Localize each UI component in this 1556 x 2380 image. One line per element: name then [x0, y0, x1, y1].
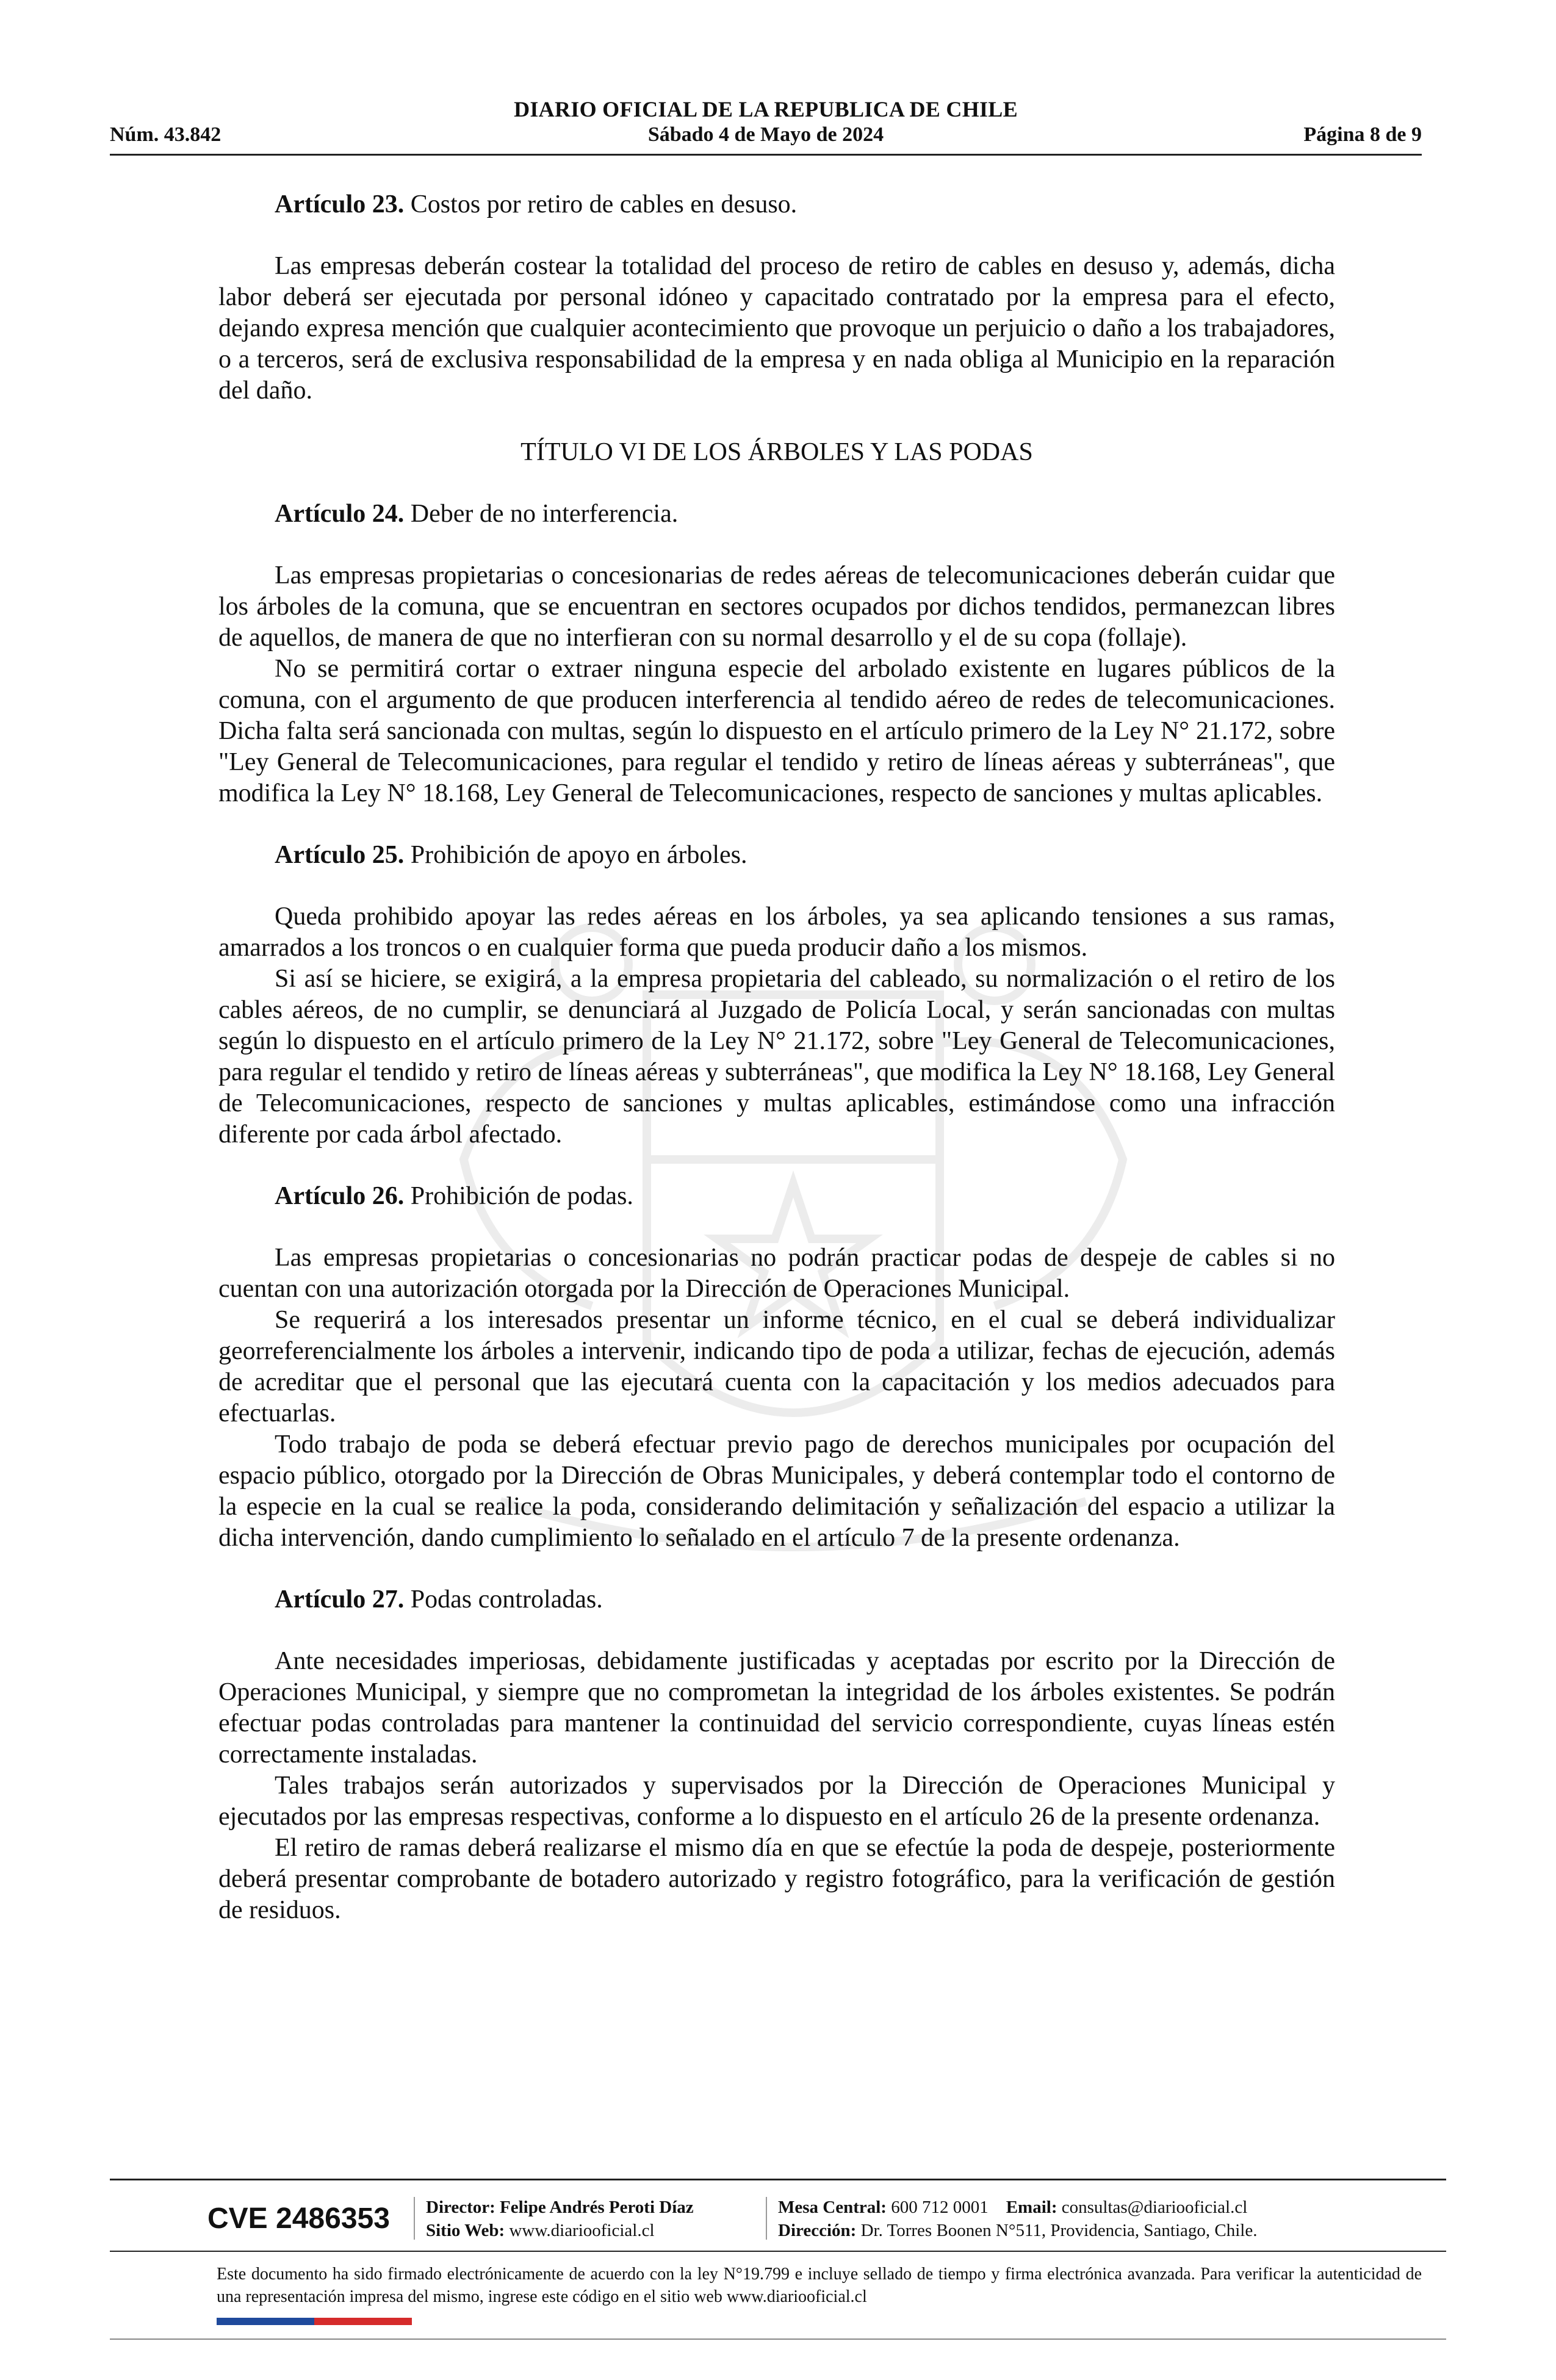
site-label: Sitio Web:	[426, 2221, 505, 2240]
issue-number: Núm. 43.842	[110, 123, 222, 146]
article-23-heading	[218, 189, 1335, 220]
publication-title: DIARIO OFICIAL DE LA REPUBLICA DE CHILE	[514, 97, 1018, 121]
page-footer	[110, 2179, 1446, 2349]
director-info	[426, 2196, 694, 2242]
director-label: Director:	[426, 2198, 495, 2217]
article-24-paragraph-1: Las empresas propietarias o concesionarias de redes aéreas de telecomunicaciones deberán cuidar que los árboles de la comuna, que se encuentran en sectores ocupados por dichos tendidos, permanezcan libres de aquellos, de manera de que no interfieran con su normal desarrollo y el de su copa (follaje).	[218, 561, 1335, 652]
article-26-paragraph-2: Se requerirá a los interesados presentar un informe técnico, en el cual se deberá individualizar georreferencialmente los árboles a intervenir, indicando tipo de poda a utilizar, fechas de ejecución, además de acreditar que el personal que las ejecutará cuenta con la capacitación y los medios adecuados para efectuarlas.	[218, 1306, 1335, 1427]
address-label: Dirección:	[778, 2221, 857, 2240]
article-27-title: Podas controladas.	[404, 1585, 603, 1614]
article-26-heading	[218, 1181, 1335, 1212]
page-header	[110, 92, 1422, 159]
document-body	[218, 189, 1335, 1926]
flag-red-stripe	[314, 2318, 412, 2325]
article-25-paragraph-2: Si así se hiciere, se exigirá, a la empresa propietaria del cableado, su normalización o el retiro de los cables aéreos, de no cumplir, se denunciará al Juzgado de Policía Local, y serán sancionadas con multas según lo dispuesto en el artículo primero de la Ley N° 21.172, sobre "Ley General de Telecomunicaciones, para regular el tendido y retiro de líneas aéreas y subterráneas", que modifica la Ley N° 18.168, Ley General de Telecomunicaciones, respecto de sanciones y multas aplicables, estimándose como una infracción diferente por cada árbol afectado.	[218, 965, 1335, 1149]
article-27-paragraph-3: El retiro de ramas deberá realizarse el mismo día en que se efectúe la poda de despeje, posteriormente deberá presentar comprobante de botadero autorizado y registro fotográfico, para la verificación de gestión de residuos.	[218, 1834, 1335, 1924]
page-number: Página 8 de 9	[1303, 123, 1422, 146]
article-25-label: Artículo 25.	[275, 841, 405, 869]
article-27-heading	[218, 1584, 1335, 1615]
article-25-heading	[218, 840, 1335, 871]
flag-blue-stripe	[217, 2318, 314, 2325]
email-label: Email:	[1006, 2198, 1057, 2217]
mesa-label: Mesa Central:	[778, 2198, 887, 2217]
article-26-label: Artículo 26.	[275, 1182, 405, 1210]
article-27-label: Artículo 27.	[275, 1585, 405, 1614]
article-26-paragraph-3: Todo trabajo de poda se deberá efectuar previo pago de derechos municipales por ocupación del espacio público, otorgado por la Dirección de Obras Municipales, y deberá contemplar todo el contorno de la especie en la cual se realice la poda, considerando delimitación y señalización del espacio a utilizar la dicha intervención, dando cumplimiento lo señalado en el artículo 7 de la presente ordenanza.	[218, 1430, 1335, 1552]
article-23-label: Artículo 23.	[275, 190, 405, 218]
article-25-title: Prohibición de apoyo en árboles.	[404, 841, 747, 869]
contact-info	[778, 2196, 1257, 2242]
legal-notice: Este documento ha sido firmado electrónicamente de acuerdo con la ley N°19.799 e incluye sellado de tiempo y firma electrónica avanzada. Para verificar la autenticidad de una representación impresa del mismo, ingrese este código en el sitio web www.diariooficial.cl	[217, 2265, 1422, 2306]
address-value: Dr. Torres Boonen N°511, Providencia, Santiago, Chile.	[856, 2221, 1258, 2240]
article-24-title: Deber de no interferencia.	[404, 500, 679, 528]
footer-middle-divider	[110, 2251, 1446, 2252]
article-24-paragraph-2: No se permitirá cortar o extraer ninguna especie del arbolado existente en lugares públicos de la comuna, con el argumento de que producen interferencia al tendido aéreo de redes de telecomunicaciones. Dicha falta será sancionada con multas, según lo dispuesto en el artículo primero de la Ley N° 21.172, sobre "Ley General de Telecomunicaciones, para regular el tendido y retiro de líneas aéreas y subterráneas", que modifica la Ley N° 18.168, Ley General de Telecomunicaciones, respecto de sanciones y multas aplicables.	[218, 655, 1335, 807]
article-26-title: Prohibición de podas.	[404, 1182, 633, 1210]
cve-code: CVE 2486353	[207, 2202, 390, 2235]
chilean-flag-stripe-icon	[217, 2318, 412, 2325]
title-vi-heading: TÍTULO VI DE LOS ÁRBOLES Y LAS PODAS	[520, 438, 1033, 466]
article-23-paragraph-1: Las empresas deberán costear la totalidad del proceso de retiro de cables en desuso y, además, dicha labor deberá ser ejecutada por personal idóneo y capacitado contratado por la empresa para el efecto, dejando expresa mención que cualquier acontecimiento que provoque un perjuicio o daño a los trabajadores, o a terceros, será de exclusiva responsabilidad de la empresa y en nada obliga al Municipio en la reparación del daño.	[218, 252, 1335, 405]
email-link[interactable]: consultas@diariooficial.cl	[1057, 2198, 1248, 2217]
article-27-paragraph-2: Tales trabajos serán autorizados y supervisados por la Dirección de Operaciones Municipal y ejecutados por las empresas respectivas, conforme a lo dispuesto en el artículo 26 de la presente ordenanza.	[218, 1772, 1335, 1831]
footer-bottom-divider	[110, 2339, 1446, 2340]
article-25-paragraph-1: Queda prohibido apoyar las redes aéreas en los árboles, ya sea aplicando tensiones a sus ramas, amarrados a los troncos o en cualquier forma que pueda producir daño a los mismos.	[218, 903, 1335, 962]
article-23-title: Costos por retiro de cables en desuso.	[404, 190, 798, 218]
mesa-phone: 600 712 0001	[886, 2198, 989, 2217]
header-divider	[110, 154, 1422, 156]
site-link[interactable]: www.diariooficial.cl	[505, 2221, 655, 2240]
footer-separator	[766, 2197, 767, 2240]
article-24-label: Artículo 24.	[275, 500, 405, 528]
director-name: Felipe Andrés Peroti Díaz	[495, 2198, 694, 2217]
article-26-paragraph-1: Las empresas propietarias o concesionarias no podrán practicar podas de despeje de cables si no cuentan con una autorización otorgada por la Dirección de Operaciones Municipal.	[218, 1244, 1335, 1303]
article-27-paragraph-1: Ante necesidades imperiosas, debidamente justificadas y aceptadas por escrito por la Dirección de Operaciones Municipal, y siempre que no comprometan la integridad de los árboles existentes. Se podrán efectuar podas controladas para mantener la continuidad del servicio correspondiente, cuyas líneas estén correctamente instaladas.	[218, 1647, 1335, 1769]
footer-top-divider	[110, 2179, 1446, 2180]
footer-separator	[414, 2197, 415, 2240]
publication-date: Sábado 4 de Mayo de 2024	[647, 123, 884, 146]
article-24-heading	[218, 499, 1335, 530]
